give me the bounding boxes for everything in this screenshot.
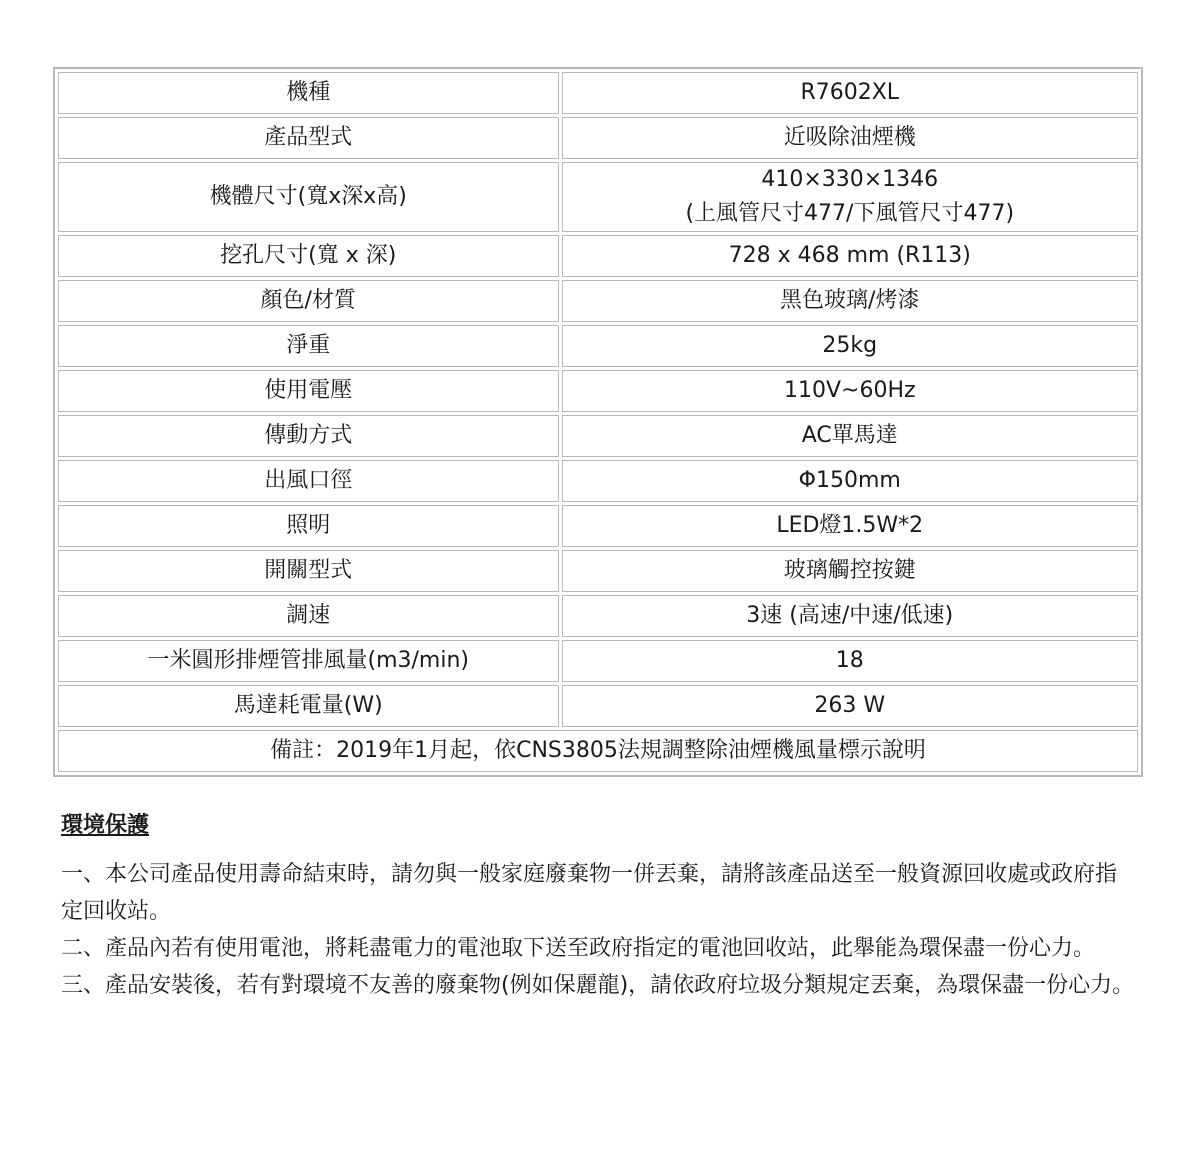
spec-label-dimensions: 機體尺寸(寬x深x高) — [58, 162, 559, 232]
spec-label-product-type: 產品型式 — [58, 117, 559, 159]
spec-value-lighting: LED燈1.5W*2 — [562, 505, 1139, 547]
spec-label-cutout: 挖孔尺寸(寬 x 深) — [58, 235, 559, 277]
spec-label-power: 馬達耗電量(W) — [58, 685, 559, 727]
environment-paragraph-1: 一、本公司產品使用壽命結束時，請勿與一般家庭廢棄物一併丟棄，請將該產品送至一般資源回收處或政府指定回收站。 — [61, 862, 1118, 924]
spec-label-switch: 開關型式 — [58, 550, 559, 592]
environment-paragraph-3: 三、產品安裝後，若有對環境不友善的廢棄物(例如保麗龍)，請依政府垃圾分類規定丟棄，為環保盡一份心力。 — [61, 973, 1135, 998]
table-row — [58, 640, 1138, 682]
environment-body — [61, 856, 1136, 1004]
spec-value-cutout: 728 x 468 mm (R113) — [562, 235, 1139, 277]
spec-value-airflow: 18 — [562, 640, 1139, 682]
table-row — [58, 505, 1138, 547]
spec-value-product-type: 近吸除油煙機 — [562, 117, 1139, 159]
table-row — [58, 280, 1138, 322]
table-row — [58, 72, 1138, 114]
spec-value-model: R7602XL — [562, 72, 1139, 114]
table-row — [58, 550, 1138, 592]
spec-label-airflow: 一米圓形排煙管排風量(m3/min) — [58, 640, 559, 682]
spec-value-voltage: 110V~60Hz — [562, 370, 1139, 412]
spec-value-drive: AC單馬達 — [562, 415, 1139, 457]
spec-value-outlet: Φ150mm — [562, 460, 1139, 502]
spec-label-lighting: 照明 — [58, 505, 559, 547]
spec-label-voltage: 使用電壓 — [58, 370, 559, 412]
spec-value-dimensions-main: 410×330×1346 — [761, 167, 939, 192]
table-row — [58, 117, 1138, 159]
table-row — [58, 325, 1138, 367]
environment-paragraph-2: 二、產品內若有使用電池，將耗盡電力的電池取下送至政府指定的電池回收站，此舉能為環保盡一份心力。 — [61, 936, 1096, 961]
table-row — [58, 370, 1138, 412]
spec-value-dimensions-duct: (上風管尺寸477/下風管尺寸477) — [685, 201, 1015, 226]
table-row — [58, 595, 1138, 637]
spec-value-speed: 3速 (高速/中速/低速) — [562, 595, 1139, 637]
spec-label-drive: 傳動方式 — [58, 415, 559, 457]
table-row — [58, 730, 1138, 772]
spec-value-power: 263 W — [562, 685, 1139, 727]
spec-value-color-material: 黑色玻璃/烤漆 — [562, 280, 1139, 322]
environment-title: 環境保護 — [61, 813, 150, 838]
table-row — [58, 162, 1138, 232]
table-row — [58, 235, 1138, 277]
spec-note: 備註：2019年1月起，依CNS3805法規調整除油煙機風量標示說明 — [58, 730, 1138, 772]
spec-value-dimensions — [562, 162, 1139, 232]
table-row — [58, 415, 1138, 457]
spec-label-speed: 調速 — [58, 595, 559, 637]
spec-table — [53, 67, 1143, 777]
spec-label-color-material: 顏色/材質 — [58, 280, 559, 322]
spec-value-switch: 玻璃觸控按鍵 — [562, 550, 1139, 592]
spec-value-net-weight: 25kg — [562, 325, 1139, 367]
table-row — [58, 460, 1138, 502]
spec-label-model: 機種 — [58, 72, 559, 114]
spec-label-outlet: 出風口徑 — [58, 460, 559, 502]
spec-label-net-weight: 淨重 — [58, 325, 559, 367]
table-row — [58, 685, 1138, 727]
